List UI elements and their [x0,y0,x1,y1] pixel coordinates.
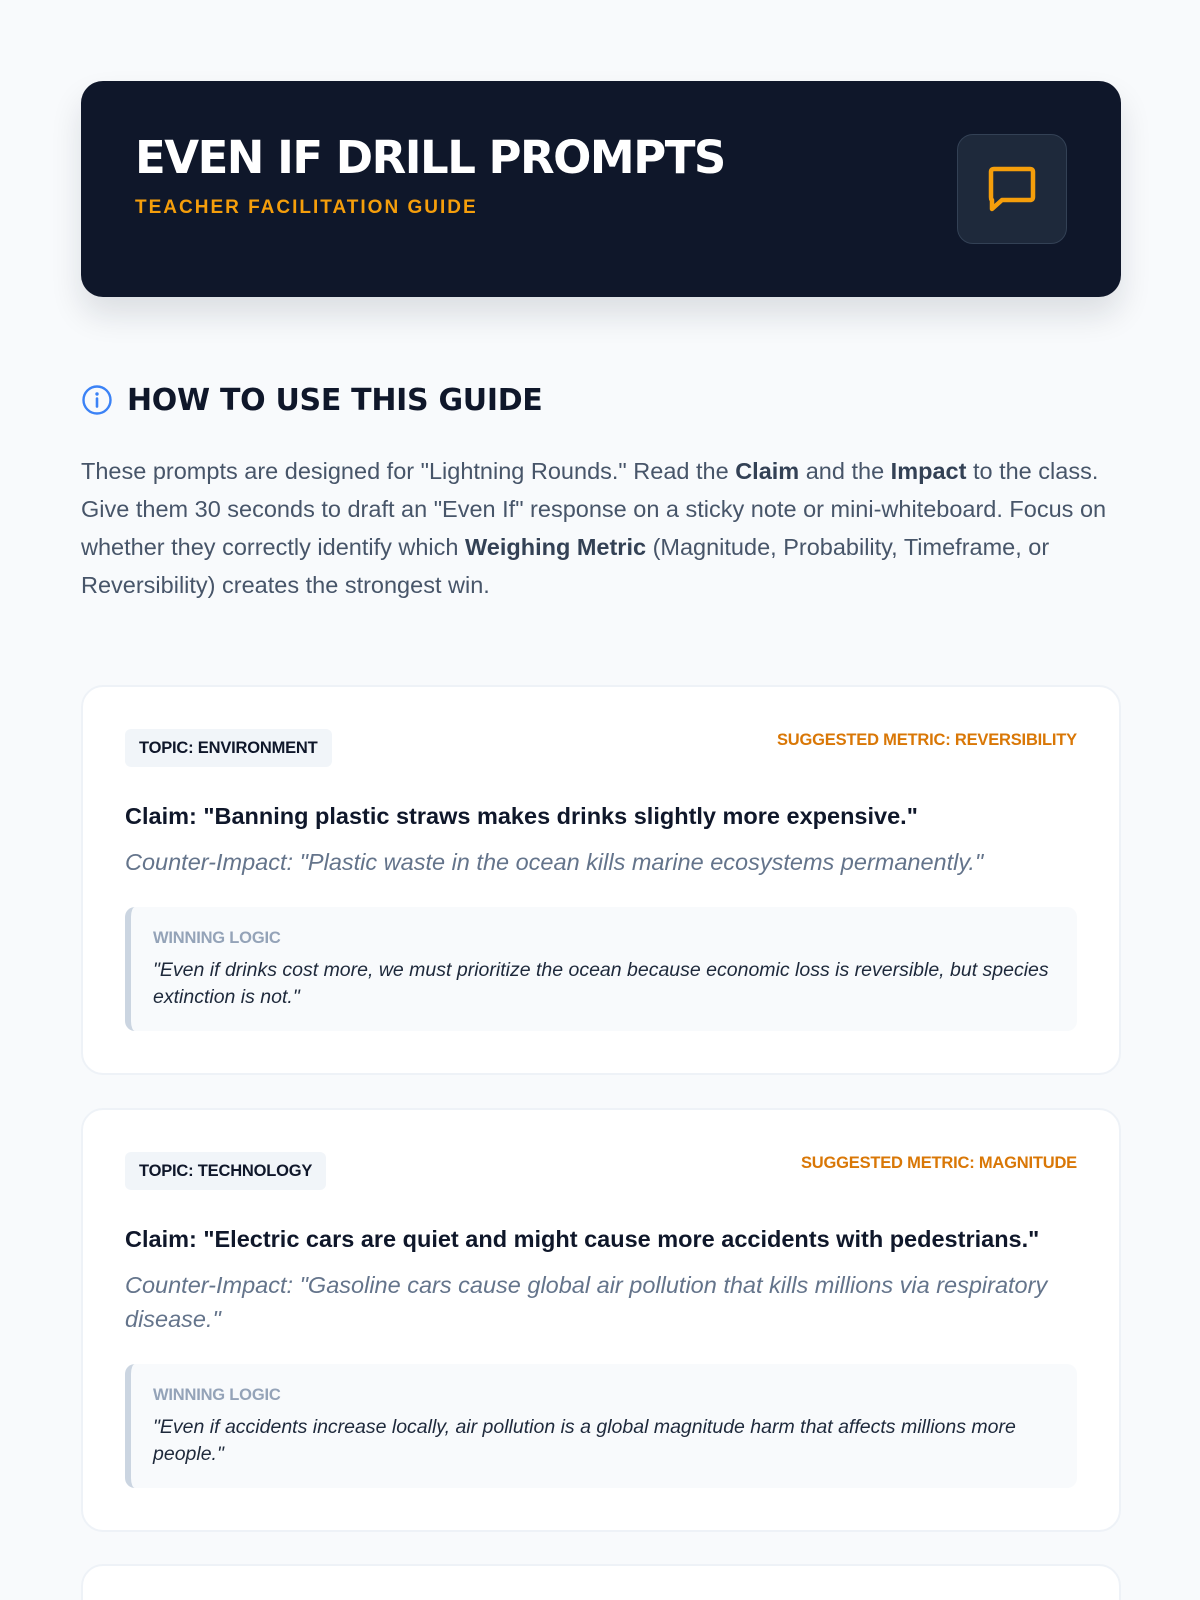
winning-logic-label: WINNING LOGIC [153,929,281,947]
page-title: EVEN IF DRILL PROMPTS [135,131,725,184]
header-banner [81,81,1121,297]
how-to-text: These prompts are designed for "Lightning Rounds." Read the [81,458,736,484]
how-to-title: HOW TO USE THIS GUIDE [127,382,543,418]
winning-logic-text: "Even if accidents increase locally, air pollution is a global magnitude harm that affects millions more people." [153,1416,1016,1465]
counter-impact-text: Counter-Impact: "Plastic waste in the ocean kills marine ecosystems permanently." [125,849,984,875]
suggested-metric: SUGGESTED METRIC: REVERSIBILITY [777,731,1077,749]
counter-impact-text: Counter-Impact: "Gasoline cars cause global air pollution that kills millions via respiratory disease." [125,1272,1048,1332]
suggested-metric: SUGGESTED METRIC: MAGNITUDE [800,1154,1077,1172]
prompt-card-partial [81,1564,1121,1600]
winning-logic-label: WINNING LOGIC [153,1386,281,1404]
winning-logic-box [125,1364,1077,1488]
chat-bubble-icon [957,134,1067,244]
how-to-heading [81,382,1121,418]
claim-text: Claim: "Electric cars are quiet and might cause more accidents with pedestrians." [125,1226,1040,1252]
page-subtitle: TEACHER FACILITATION GUIDE [135,197,478,218]
how-to-text: to the class. Give them 30 seconds to draft an "Even If" response on a sticky note or mini-whiteboard. Focus on whether they correctly identify which [81,458,1107,560]
how-to-text: (Magnitude, Probability, Timeframe, or Reversibility) creates the strongest win. [81,534,1050,598]
how-to-emphasis-claim: Claim [735,458,800,484]
how-to-description [81,452,1121,604]
how-to-emphasis-impact: Impact [890,458,967,484]
prompt-card [81,1108,1121,1532]
topic-badge: TOPIC: ENVIRONMENT [125,729,332,767]
how-to-section [81,382,1121,604]
how-to-text: and the [799,458,891,484]
claim-text: Claim: "Banning plastic straws makes drinks slightly more expensive." [125,803,918,829]
how-to-emphasis-metric: Weighing Metric [465,534,647,560]
prompt-card [81,685,1121,1075]
topic-badge: TOPIC: TECHNOLOGY [125,1152,326,1190]
winning-logic-box [125,907,1077,1031]
info-icon [81,384,113,416]
winning-logic-text: "Even if drinks cost more, we must prioritize the ocean because economic loss is reversible, but species extinction is not." [153,959,1049,1008]
